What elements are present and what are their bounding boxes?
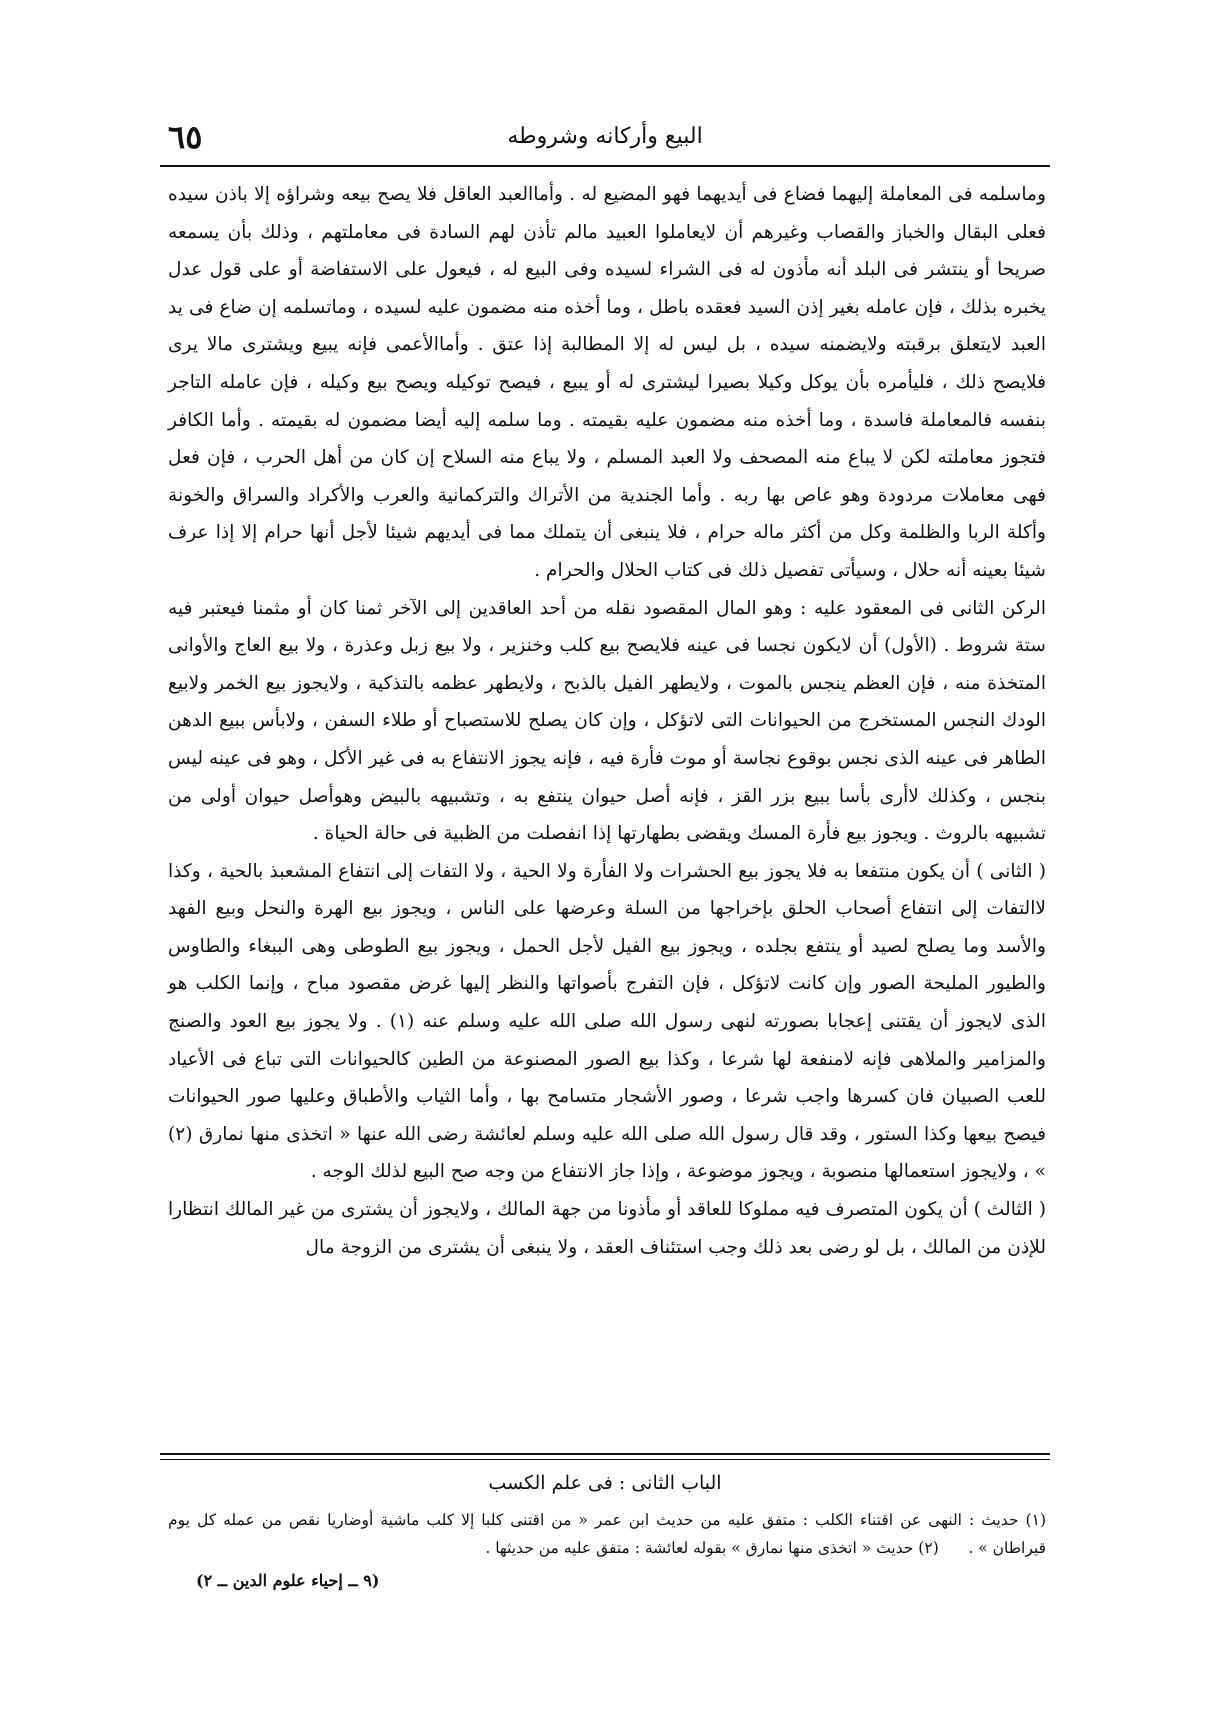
paragraph-slaves-blind-infidels: وماسلمه فى المعاملة إليهما فضاع فى أيديهما فهو المضيع له . وأماالعبد العاقل فلا يصح بيعه وشراؤه إلا باذن سيده فعلى البقال والخباز والقصاب وغيرهم أن لايعاملوا العبيد مالم تأذن لهم السادة فى معاملتهم ، وذلك بأن يسمعه صريحا أو ينتشر فى البلد أنه مأذون له فى الشراء لسيده وفى البيع له ، فيعول على الاستفاضة أو على قول عدل يخبره بذلك ، فإن عامله بغير إذن السيد فعقده باطل ، وما أخذه منه مضمون عليه لسيده ، وماتسلمه إن ضاع فى يد العبد لايتعلق برقبته ولايضمنه سيده ، بل ليس له إلا المطالبة إذا عتق . وأماالأعمى فإنه يبيع ويشترى مالا يرى فلايصح ذلك ، فليأمره بأن يوكل وكيلا بصيرا ليشترى له أو يبيع ، فيصح توكيله ويصح بيع وكيله ، فإن عامله التاجر بنفسه فالمعاملة فاسدة ، وما أخذه منه مضمون عليه بقيمته . وما سلمه إليه أيضا مضمون له بقيمته . وأما الكافر فتجوز معاملته لكن لا يباع منه المصحف ولا العبد المسلم ، ولا يباع منه السلاح إن كان من أهل الحرب ، فإن فعل فهى معاملات مردودة وهو عاص بها ربه . وأما الجندية من الأتراك والتركمانية والعرب والأكراد والسراق والخونة وأكلة الربا والظلمة وكل من أكثر ماله حرام ، فلا ينبغى أن يتملك مما فى أيديهم شيئا لأجل أنها حرام إلا إذا عرف شيئا بعينه أنه حلال ، وسيأتى تفصيل ذلك فى كتاب الحلال والحرام . bbox=[168, 184, 1046, 581]
printer-signature: (٩ ــ إحياء علوم الدين ــ ٢) bbox=[196, 1571, 380, 1590]
paragraph-second-condition: ( الثانى ) أن يكون منتفعا به فلا يجوز بيع الحشرات ولا الفأرة ولا الحية ، ولا التفات إلى انتفاع المشعبذ بالحية ، وكذا لاالتفات إلى انتفاع أصحاب الحلق بإخراجها من السلة وعرضها على الناس ، ويجوز بيع الهرة والنحل وبيع الفهد والأسد وما يصلح لصيد أو ينتفع بجلده ، ويجوز بيع الفيل لأجل الحمل ، ويجوز بيع الطوطى وهى الببغاء والطاوس والطيور المليحة الصور وإن كانت لاتؤكل ، فإن التفرج بأصواتها والنظر إليها غرض مقصود مباح ، وإنما الكلب هو الذى لايجوز أن يقتنى إعجابا بصورته لنهى رسول الله صلى الله عليه وسلم عنه (١) . ولا يجوز بيع العود والصنج والمزامير والملاهى فإنه لامنفعة لها شرعا ، وكذا بيع الصور المصنوعة من الطين كالحيوانات التى تباع فى الأعياد للعب الصبيان فان كسرها واجب شرعا ، وصور الأشجار متسامح بها ، وأما الثياب والأطباق وعليها صور الحيوانات فيصح بيعها وكذا الستور ، وقد قال رسول الله صلى الله عليه وسلم لعائشة رضى الله عنها « اتخذى منها نمارق (٢) » ، ولايجوز استعمالها منصوبة ، ويجوز موضوعة ، وإذا جاز الانتفاع من وجه صح البيع لذلك الوجه . bbox=[168, 860, 1046, 1183]
paragraph-third-condition: ( الثالث ) أن يكون المتصرف فيه مملوكا للعاقد أو مأذونا من جهة المالك ، ولايجوز أن يشترى من غير المالك انتظارا للإذن من المالك ، بل لو رضى بعد ذلك وجب استئناف العقد ، ولا ينبغى أن يشترى من الزوجة مال bbox=[168, 1199, 1046, 1258]
footnote-2: (٢) حديث « اتخذى منها نمارق » بقوله لعائشة : متفق عليه من حديثها . bbox=[485, 1539, 939, 1557]
footnotes bbox=[168, 1506, 1046, 1562]
header-rule bbox=[160, 165, 1050, 167]
footnote-rule-thin bbox=[160, 1459, 1050, 1460]
page-header bbox=[160, 118, 1050, 162]
running-title: البيع وأركانه وشروطه bbox=[507, 124, 703, 149]
footnote-rule-thick bbox=[160, 1453, 1050, 1455]
chapter-title: الباب الثانى : فى علم الكسب bbox=[488, 1472, 722, 1494]
main-text bbox=[168, 176, 1046, 1266]
footnote-1: (١) حديث : النهى عن اقتناء الكلب : متفق عليه من حديث ابن عمر « من اقتنى كلبا إلا كلب ماشية أوضاريا نقص من عمله كل يوم قيراطان » . bbox=[168, 1511, 1046, 1557]
page-number: ٦٥ bbox=[168, 118, 203, 156]
paragraph-second-pillar-first-condition: الركن الثانى فى المعقود عليه : وهو المال المقصود نقله من أحد العاقدين إلى الآخر ثمنا كان أو مثمنا فيعتبر فيه ستة شروط . (الأول) أن لايكون نجسا فى عينه فلايصح بيع كلب وخنزير ، ولا بيع زبل وعذرة ، ولا بيع العاج والأوانى المتخذة منه ، فإن العظم ينجس بالموت ، ولايطهر الفيل بالذبح ، ولايطهر عظمه بالتذكية ، ولايجوز بيع الخمر ولابيع الودك النجس المستخرج من الحيوانات التى لاتؤكل ، وإن كان يصلح للاستصباح أو طلاء السفن ، ولابأس ببيع الدهن الطاهر فى عينه الذى نجس بوقوع نجاسة أو موت فأرة فيه ، فإنه يجوز الانتفاع به فى غير الأكل ، وهو فى عينه ليس بنجس ، وكذلك لاأرى بأسا ببيع بزر القز ، فإنه أصل حيوان ينتفع به ، وتشبيهه بالبيض وهوأصل حيوان أولى من تشبيهه بالروث . ويجوز بيع فأرة المسك ويقضى بطهارتها إذا انفصلت من الظبية فى حالة الحياة . bbox=[168, 597, 1046, 845]
